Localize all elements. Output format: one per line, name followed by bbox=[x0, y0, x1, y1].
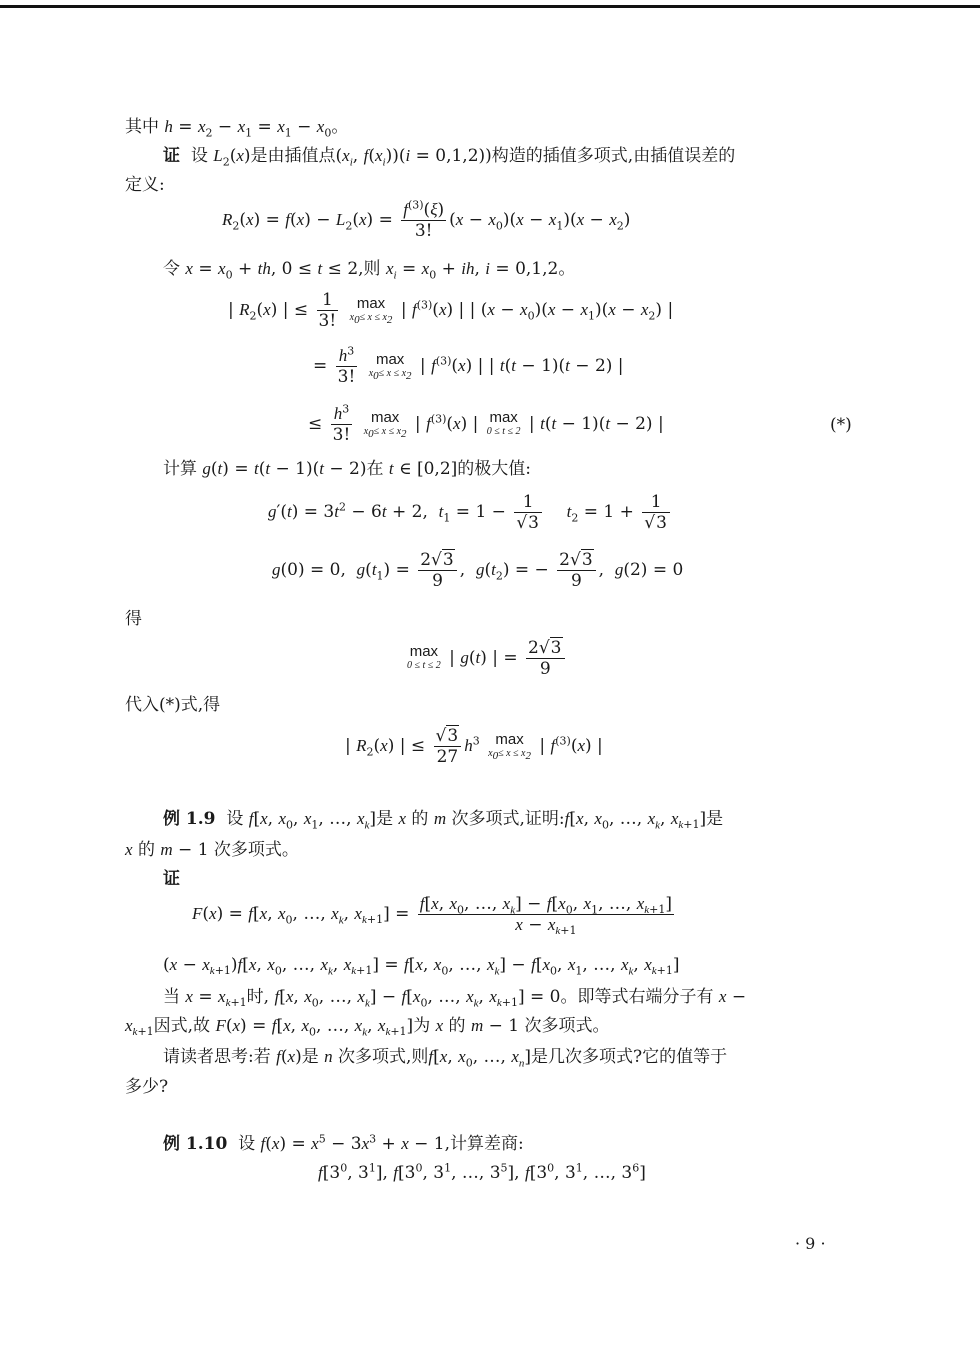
text-segment: 请读者思考:若 bbox=[163, 1047, 271, 1067]
text-segment: ,则 bbox=[358, 259, 381, 279]
text-segment: 其中 bbox=[125, 117, 159, 137]
text-segment: )构造的插值多项式,由插值误差的 bbox=[485, 146, 736, 166]
text-segment: 时, bbox=[246, 987, 270, 1007]
text-line-substitution: 令 $x = x_0$ + th, 0 ≤ t ≤ 2,则 $x_i = x_0$ + ih, i = 0,1,2。 bbox=[163, 259, 576, 282]
text-line-question-end: 多少? bbox=[125, 1077, 169, 1097]
text-line-obtain: 得 bbox=[125, 609, 142, 629]
text-segment: 次多项式。 bbox=[213, 840, 299, 860]
text-segment: 。即等式右端分子有 bbox=[560, 987, 714, 1007]
text-line-definition: 定义: bbox=[125, 175, 165, 195]
example-1-10-statement: 例 1.10 设 $f(x) = x^5 - 3x^3 + x - 1$,计算差商: bbox=[163, 1132, 524, 1154]
text-line-h-definition: 其中 $h = x_2 - x_1 = x_1 - x_0$。 bbox=[125, 117, 349, 140]
text-segment: 次多项式。 bbox=[524, 1016, 610, 1036]
equation-tag-star: (*) bbox=[830, 415, 852, 435]
formula-g-derivative: $g'(t) = 3t^2 - 6t + 2$, $t_1 = 1$ − $\frac{1}{√3}$ $t_2 = 1$ + $\frac{1}{√3}$ bbox=[268, 492, 673, 533]
text-segment: 令 bbox=[163, 259, 180, 279]
text-line-reader-question: 请读者思考:若 f(x)是 n 次多项式,则f[x, $x_0$, …, $x_n$]是几次多项式?它的值等于 bbox=[163, 1047, 728, 1070]
example-1-9-statement: 例 1.9 设 f[x, $x_0$, $x_1$, …, $x_k$]是 x 的 m 次多项式,证明:f[x, $x_0$, …, $x_k$, $x_{k+1}$]是 bbox=[163, 809, 724, 832]
formula-g-values: g(0) = 0, $g(t_1)$ = $\frac{2√3}{9}$ , $g(t_2)$ = − $\frac{2√3}{9}$ , g(2) = 0 bbox=[272, 550, 684, 591]
example-label: 例 1.9 bbox=[163, 809, 216, 829]
formula-r2-error: $R_2(x) = f(x) - L_2(x)$ = $\frac{f^{(3)}(\xi)}{3!}$ $(x - x_0)(x - x_1)(x - x_2)$ bbox=[222, 198, 631, 241]
formula-F-definition: F(x) = f[x, $x_0$, …, $x_k$, $x_{k+1}$] = $\frac{f[x, x_0, \dots, x_k] - f[x_0, x_1, \dots, x_{k+1}]}{x - x_{k+1}}$ bbox=[192, 894, 672, 938]
text-line-compute-g: 计算 g(t) = t(t − 1)(t − 2)在 t ∈ [0,2]的极大值: bbox=[163, 459, 532, 479]
text-segment: 是几次多项式?它的值等于 bbox=[531, 1047, 728, 1067]
proof-label: 证 bbox=[163, 146, 180, 166]
text-line-proof-intro: 证 设 $L_2(x)$是由插值点($x_i$, $f(x_i))(i = 0,1,2)$)构造的插值多项式,由插值误差的 bbox=[163, 146, 736, 169]
text-segment: 设 bbox=[238, 1134, 256, 1154]
text-segment: 设 bbox=[190, 146, 208, 166]
text-segment: 是 bbox=[376, 809, 394, 829]
text-segment: 次多项式,证明: bbox=[451, 809, 565, 829]
text-line-when-x-equals: 当 $x = x_{k+1}$时, f[x, $x_0$, …, $x_k] - f[x_0$, …, $x_k$, $x_{k+1}] = 0$。即等式右端分子有 x − bbox=[163, 987, 747, 1010]
formula-max-g: max 0 ≤ t ≤ 2 | g(t) | = $\frac{2√3}{9}$ bbox=[404, 638, 568, 679]
text-line-factor-conclusion: $x_{k+1}$因式,故 F(x) = f[x, $x_0$, …, $x_k$, $x_{k+1}$]为 x 的 m − 1 次多项式。 bbox=[125, 1016, 610, 1039]
formula-bound-line-1: | $R_2(x)$ | ≤ $\frac{1}{3!}$ max $x_0\le x \le x_2$ | $f^{(3)}(x)$ | | $(x - x_0)(x - x_1)(x - x_2)$ | bbox=[228, 290, 674, 331]
proof-label: 证 bbox=[163, 869, 180, 889]
text-segment: 的 bbox=[137, 840, 155, 860]
page-top-rule bbox=[0, 5, 980, 8]
formula-bound-line-3: ≤ $\frac{h^3}{3!}$ max $x_0\le x \le x_2$ | $f^{(3)}(x)$ | max 0 ≤ t ≤ 2 | t(t − 1)(t − 2) | bbox=[308, 402, 664, 445]
formula-final-bound: | $R_2(x)$ | ≤ $\frac{√3}{27}$ $h^3$ max $x_0\le x \le x_2$ | $f^{(3)}(x)$ | bbox=[345, 726, 603, 767]
text-segment: 在 bbox=[366, 459, 384, 479]
page-number: · 9 · bbox=[795, 1234, 826, 1253]
formula-cleared-denominator: $(x - x_{k+1})f[x$, $x_0$, …, $x_k$, $x_{k+1}] = f[x$, $x_0$, …, $x_k] - f[x_0$, $x_1$, …, $x_k$, $x_{k+1}$] bbox=[163, 955, 680, 978]
formula-bound-line-2: = $\frac{h^3}{3!}$ max $x_0\le x \le x_2$ | $f^{(3)}(x)$ | | t(t − 1)(t − 2) | bbox=[313, 344, 624, 387]
text-segment: 次多项式,则 bbox=[338, 1047, 429, 1067]
text-segment: 设 bbox=[226, 809, 244, 829]
text-segment: 是由插值点( bbox=[250, 146, 343, 166]
text-segment: 因式,故 bbox=[153, 1016, 211, 1036]
text-segment: 计算 bbox=[163, 459, 197, 479]
text-segment: ,计算差商: bbox=[444, 1134, 524, 1154]
text-line-substitute-star: 代入(*)式,得 bbox=[125, 695, 221, 715]
text-segment: 是 bbox=[301, 1047, 319, 1067]
example-1-9-statement-cont: x 的 m − 1 次多项式。 bbox=[125, 840, 299, 860]
text-segment: 是 bbox=[706, 809, 724, 829]
text-segment: 的 bbox=[411, 809, 429, 829]
text-segment: 的极大值: bbox=[457, 459, 532, 479]
text-segment: 当 bbox=[163, 987, 180, 1007]
text-segment: 为 bbox=[413, 1016, 431, 1036]
text-segment: 的 bbox=[448, 1016, 466, 1036]
example-label: 例 1.10 bbox=[163, 1134, 228, 1154]
formula-divided-differences: $f[3^0$, $3^1$], $f[3^0$, $3^1$, …, $3^5$], $f[3^0$, $3^1$, …, $3^6$] bbox=[318, 1161, 646, 1183]
